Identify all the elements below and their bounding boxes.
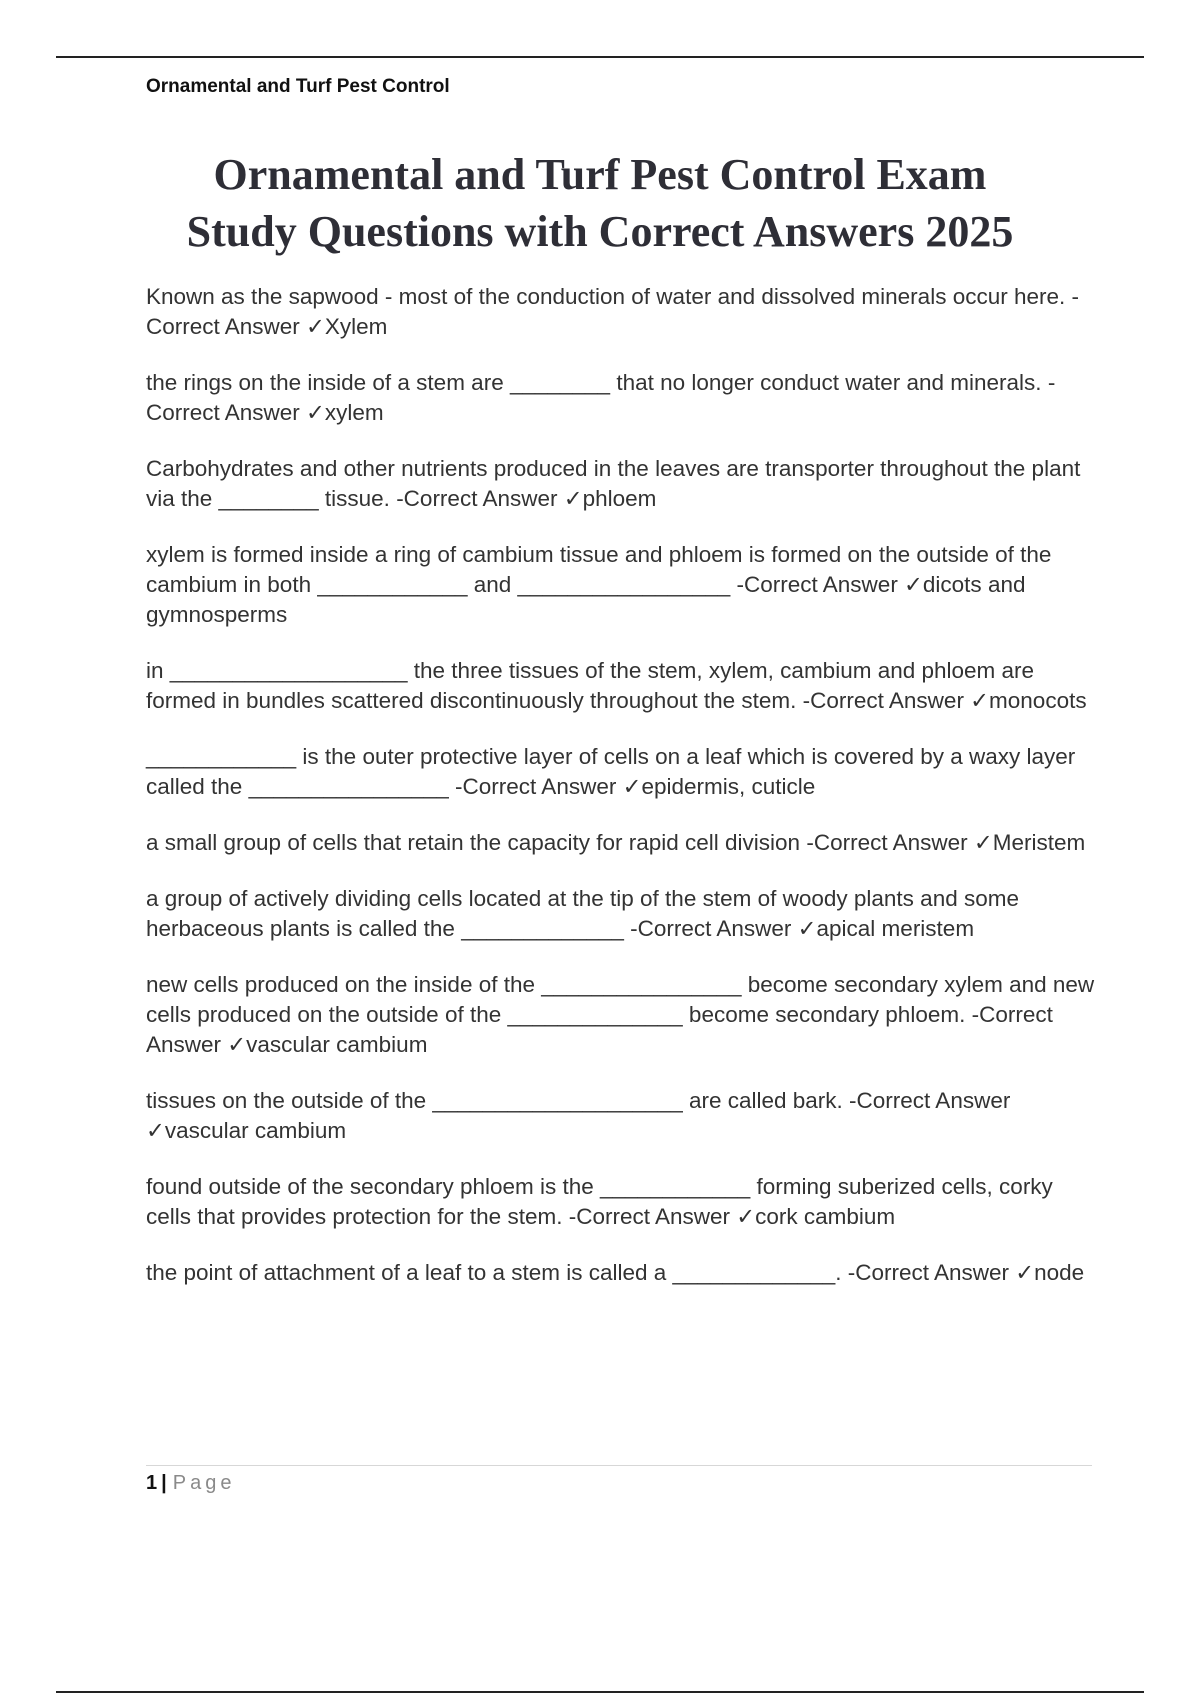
- question-text: the point of attachment of a leaf to a stem is called a _____________.: [146, 1260, 848, 1285]
- question-text: ____________ is the outer protective layer of cells on a leaf which is covered by a waxy layer called the ________________: [146, 744, 1082, 799]
- title-line-1: Ornamental and Turf Pest Control Exam: [213, 150, 987, 199]
- correct-answer: -Correct Answer ✓apical meristem: [630, 916, 975, 941]
- correct-answer: -Correct Answer ✓xylem: [146, 370, 1056, 425]
- question-text: new cells produced on the inside of the ________________ become secondary xylem and new cells produced on the outside of the ______________ become secondary phloem.: [146, 972, 1101, 1027]
- title-line-2: Study Questions with Correct Answers 2025: [186, 207, 1014, 256]
- correct-answer: -Correct Answer ✓cork cambium: [568, 1204, 896, 1229]
- question-answer-list: [146, 282, 1101, 1314]
- correct-answer: -Correct Answer ✓monocots: [802, 688, 1087, 713]
- question-text: a group of actively dividing cells located at the tip of the stem of woody plants and some herbaceous plants is called the _____________: [146, 886, 1026, 941]
- qa-item: [146, 742, 1096, 802]
- correct-answer: -Correct Answer ✓Xylem: [146, 284, 1079, 339]
- correct-answer: -Correct Answer ✓phloem: [396, 486, 657, 511]
- qa-item: [146, 282, 1096, 342]
- question-text: Carbohydrates and other nutrients produced in the leaves are transporter throughout the plant via the ________ tissue.: [146, 456, 1087, 511]
- qa-item: [146, 828, 1096, 858]
- qa-item: [146, 1258, 1096, 1288]
- page-separator: |: [161, 1472, 167, 1494]
- correct-answer: -Correct Answer ✓vascular cambium: [146, 1088, 1017, 1143]
- correct-answer: -Correct Answer ✓vascular cambium: [146, 1002, 1058, 1057]
- qa-item: [146, 368, 1096, 428]
- correct-answer: -Correct Answer ✓dicots and gymnosperms: [146, 572, 1032, 627]
- page-number: 1: [146, 1472, 158, 1494]
- page-footer: [146, 1472, 235, 1495]
- header-divider: [56, 56, 1144, 58]
- footer-divider: [146, 1465, 1092, 1466]
- qa-item: [146, 454, 1096, 514]
- document-title: [120, 146, 1080, 260]
- qa-item: [146, 540, 1096, 630]
- question-text: in ___________________ the three tissues of the stem, xylem, cambium and phloem are formed in bundles scattered discontinuously throughout the stem.: [146, 658, 1041, 713]
- question-text: found outside of the secondary phloem is the ____________ forming suberized cells, corky cells that provides protection for the stem.: [146, 1174, 1060, 1229]
- question-text: a small group of cells that retain the capacity for rapid cell division: [146, 830, 807, 855]
- correct-answer: -Correct Answer ✓Meristem: [806, 830, 1086, 855]
- question-text: tissues on the outside of the ____________________ are called bark.: [146, 1088, 850, 1113]
- question-text: the rings on the inside of a stem are ________ that no longer conduct water and minerals.: [146, 370, 1048, 395]
- qa-item: [146, 656, 1096, 716]
- correct-answer: -Correct Answer ✓node: [847, 1260, 1085, 1285]
- correct-answer: -Correct Answer ✓epidermis, cuticle: [455, 774, 816, 799]
- qa-item: [146, 1172, 1096, 1232]
- qa-item: [146, 970, 1101, 1060]
- running-header: Ornamental and Turf Pest Control: [146, 76, 450, 97]
- qa-item: [146, 1086, 1096, 1146]
- bottom-divider: [56, 1691, 1144, 1693]
- question-text: Known as the sapwood - most of the conduction of water and dissolved minerals occur here.: [146, 284, 1072, 309]
- qa-item: [146, 884, 1096, 944]
- question-text: xylem is formed inside a ring of cambium tissue and phloem is formed on the outside of the cambium in both ____________ and _________________: [146, 542, 1058, 597]
- page-label: Page: [172, 1472, 236, 1494]
